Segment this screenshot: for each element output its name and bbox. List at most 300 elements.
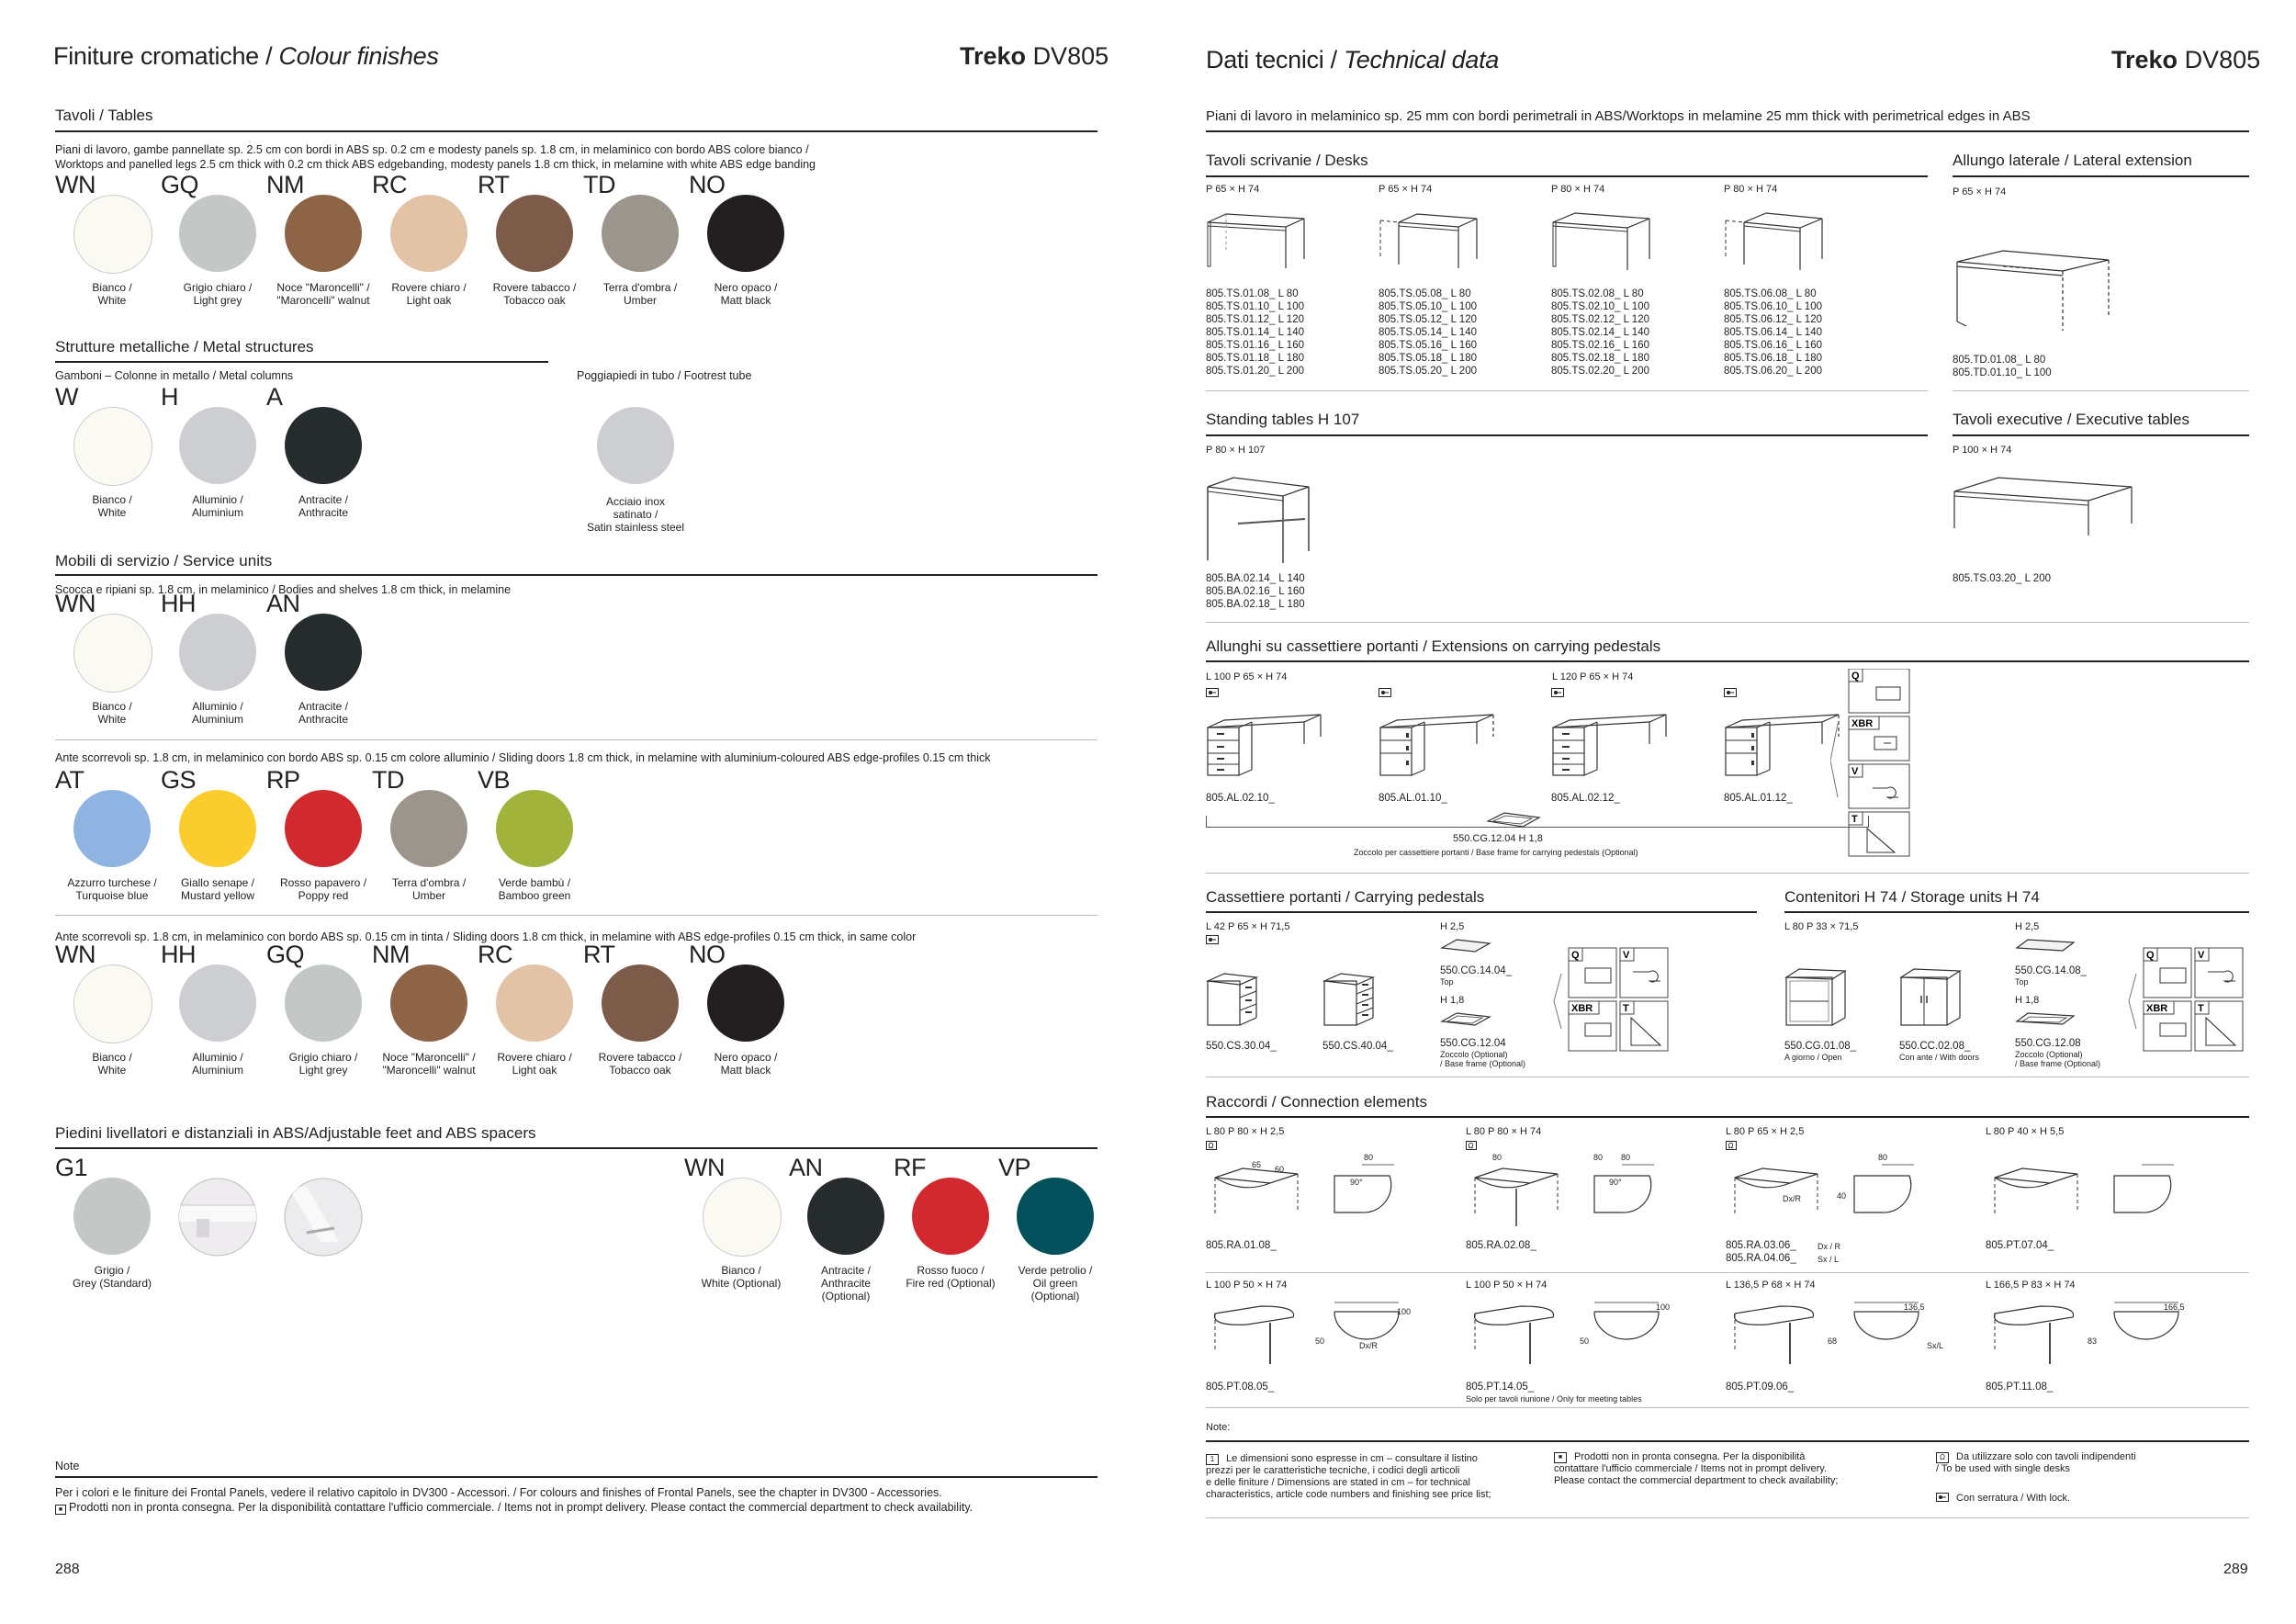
note-heading: Note xyxy=(55,1460,80,1472)
brand-code: DV805 xyxy=(2184,46,2261,73)
divider xyxy=(55,739,1097,740)
color-circle xyxy=(602,964,679,1042)
pedestal-code: 550.CS.40.04_ xyxy=(1322,1041,1393,1052)
dimension-label: 100 xyxy=(1397,1307,1412,1316)
conn-code: 805.PT.07.04_ xyxy=(1986,1240,2054,1251)
foot-photo-2 xyxy=(284,1178,363,1257)
color-circle xyxy=(73,1178,151,1255)
conn-dim: L 100 P 50 × H 74 xyxy=(1466,1280,1548,1291)
desk-code: 805.TS.05.18_ L 180 xyxy=(1379,353,1477,364)
desk-dim: P 80 × H 74 xyxy=(1724,184,1778,195)
swatch-code: AN xyxy=(789,1154,823,1181)
desk-drawing xyxy=(1724,211,1827,274)
single-desk-icon xyxy=(1466,1141,1477,1150)
metal-heading: Strutture metalliche / Metal structures xyxy=(55,338,314,355)
swatch-name xyxy=(46,1264,178,1290)
name-line: Giallo senape / xyxy=(180,876,255,889)
name-line: Umber xyxy=(623,294,657,307)
storage-code: 550.CC.02.08_ xyxy=(1899,1041,1971,1052)
swatch-name xyxy=(569,495,702,534)
conn-code: 805.RA.04.06_ xyxy=(1726,1253,1796,1264)
desk-code-list xyxy=(1379,288,1477,378)
desk-code-list xyxy=(1551,288,1649,378)
extension-code: 805.AL.02.12_ xyxy=(1551,793,1620,804)
desk-code-list xyxy=(1724,288,1822,378)
name-line: Grey (Standard) xyxy=(72,1277,152,1290)
storage-top-drawing xyxy=(2015,937,2076,955)
note-line: Da utilizzare solo con tavoli indipendenti xyxy=(1956,1451,2136,1462)
name-line: Turquoise blue xyxy=(75,889,149,902)
conn-code: 805.PT.08.05_ xyxy=(1206,1382,1275,1393)
lock-icon xyxy=(1551,688,1564,697)
name-line: Bianco / xyxy=(92,493,132,506)
swatch-code: VP xyxy=(998,1154,1031,1181)
option-label: Q xyxy=(1571,950,1580,961)
left-page-title xyxy=(53,42,439,71)
name-line: Bianco / xyxy=(92,700,132,713)
lateral-code: 805.TD.01.10_ L 100 xyxy=(1953,367,2052,378)
option-v xyxy=(1620,948,1668,998)
color-circle xyxy=(390,195,467,272)
divider xyxy=(1206,390,1928,391)
name-line: Bianco / xyxy=(92,1051,132,1064)
divider xyxy=(1206,873,2249,874)
divider xyxy=(55,574,1097,576)
name-line: Matt black xyxy=(720,1064,771,1077)
storage-options-drawing xyxy=(2127,946,2246,1058)
option-xbr xyxy=(2144,1001,2191,1051)
option-q xyxy=(1849,669,1909,713)
title-sep: / xyxy=(1323,46,1345,73)
extension-drawing xyxy=(1379,707,1498,781)
option-label: Q xyxy=(1851,671,1860,682)
conn-code: 805.RA.02.08_ xyxy=(1466,1240,1536,1251)
ext-options-drawing xyxy=(1830,669,1913,862)
name-line: "Maroncelli" walnut xyxy=(382,1064,476,1077)
peninsula-drawing xyxy=(1466,1295,1686,1369)
sliding2-desc: Ante scorrevoli sp. 1.8 cm, in melaminico con bordo ABS sp. 0.15 cm in tinta / Sliding doors 1.8 cm thick, in melamine with ABS edge-profiles 0.15 cm thick, in same color xyxy=(55,930,917,943)
color-circle xyxy=(707,195,784,272)
intro-text: Piani di lavoro in melaminico sp. 25 mm con bordi perimetrali in ABS/Worktops in melamine 25 mm thick with perimetrical edges in ABS xyxy=(1206,108,2031,124)
note-line: prezzi per le caratteristiche tecniche, i codici degli articoli xyxy=(1206,1465,1460,1476)
storage-note: A giorno / Open xyxy=(1784,1053,1842,1062)
storage-doors-drawing xyxy=(1899,966,1964,1027)
name-line: Rovere chiaro / xyxy=(497,1051,572,1064)
name-line: Poppy red xyxy=(298,889,349,902)
desk-code: 805.TS.02.18_ L 180 xyxy=(1551,353,1649,364)
name-line: Alluminio / xyxy=(192,1051,243,1064)
top-code: 550.CG.14.04_ xyxy=(1440,965,1513,976)
name-line: Aluminium xyxy=(191,713,243,726)
pedestals-heading: Cassettiere portanti / Carrying pedestals xyxy=(1206,888,1485,906)
peninsula-drawing xyxy=(1206,1295,1426,1369)
name-line: Anthracite xyxy=(298,506,349,519)
desk-code: 805.TS.01.12_ L 120 xyxy=(1206,314,1304,325)
standing-table-drawing xyxy=(1206,473,1316,565)
lock-icon xyxy=(1206,935,1219,944)
desk-code: 805.TS.02.10_ L 100 xyxy=(1551,301,1649,312)
executive-heading: Tavoli executive / Executive tables xyxy=(1953,411,2189,428)
executive-dim: P 100 × H 74 xyxy=(1953,445,2012,456)
swatch-code: NO xyxy=(689,941,726,968)
color-circle xyxy=(707,964,784,1042)
desk-dim: P 65 × H 74 xyxy=(1206,184,1260,195)
desk-code: 805.TS.01.20_ L 200 xyxy=(1206,366,1304,377)
swatch-code: RT xyxy=(583,941,615,968)
note-heading: Note: xyxy=(1206,1422,1231,1433)
color-circle xyxy=(703,1178,782,1257)
name-line: Satin stainless steel xyxy=(586,521,685,534)
name-line: Nero opaco / xyxy=(714,281,778,294)
title-sep: / xyxy=(258,42,279,70)
page-number-right: 289 xyxy=(2223,1562,2248,1577)
brand-name: Treko xyxy=(960,42,1027,70)
executive-table-drawing xyxy=(1953,473,2136,537)
option-label: V xyxy=(1851,766,1859,777)
divider xyxy=(55,130,1097,132)
desk-code: 805.TS.06.10_ L 100 xyxy=(1724,301,1822,312)
dimension-label: 80 xyxy=(1621,1153,1631,1162)
pedestal-4-drawers xyxy=(1322,972,1378,1027)
ext-base-code: 550.CG.12.04 H 1,8 xyxy=(1453,833,1543,844)
divider xyxy=(1784,911,2249,913)
name-line: Rovere tabacco / xyxy=(598,1051,682,1064)
pedestal-top-drawing xyxy=(1440,937,1491,955)
dimension-label: 80 xyxy=(1878,1153,1888,1162)
color-circle xyxy=(179,195,256,272)
name-line: Anthracite xyxy=(820,1277,872,1290)
name-line: Anthracite xyxy=(298,713,349,726)
conn-heading: Raccordi / Connection elements xyxy=(1206,1093,1427,1111)
swatch-name xyxy=(257,700,389,726)
name-line: Light oak xyxy=(512,1064,557,1077)
desk-code: 805.TS.06.08_ L 80 xyxy=(1724,288,1817,299)
option-t xyxy=(1849,812,1909,856)
swatch-code: TD xyxy=(583,171,615,198)
desk-code: 805.TS.06.18_ L 180 xyxy=(1724,353,1822,364)
dimension-label: 90° xyxy=(1350,1178,1363,1187)
swatch-code: GQ xyxy=(161,171,199,198)
divider xyxy=(55,1476,1097,1478)
dimension-label: 50 xyxy=(1580,1336,1590,1346)
lateral-codes xyxy=(1953,354,2052,379)
color-circle xyxy=(807,1178,884,1255)
name-line: Antracite / xyxy=(820,1264,872,1277)
pedestal-options-drawing xyxy=(1552,946,1671,1058)
swatch-code: WN xyxy=(55,590,96,617)
divider xyxy=(1206,911,1757,913)
option-label: V xyxy=(2198,950,2205,961)
color-circle xyxy=(1017,1178,1094,1255)
conn-code: 805.PT.11.08_ xyxy=(1986,1382,2054,1393)
color-circle xyxy=(602,195,679,272)
executive-codes xyxy=(1953,572,2051,585)
executive-code: 805.TS.03.20_ L 200 xyxy=(1953,573,2051,584)
name-line: Verde bambù / xyxy=(498,876,571,889)
note-line: Le dimensioni sono espresse in cm – consultare il listino xyxy=(1226,1453,1478,1464)
color-circle xyxy=(73,407,152,486)
color-circle xyxy=(912,1178,989,1255)
color-circle xyxy=(597,407,674,484)
tables-heading: Tavoli / Tables xyxy=(55,107,153,124)
desk-code-list xyxy=(1206,288,1304,378)
pedestal-base-drawing xyxy=(1440,1010,1491,1029)
connection-drawing xyxy=(1466,1157,1686,1231)
desk-drawing xyxy=(1379,211,1481,274)
desk-code: 805.TS.01.14_ L 140 xyxy=(1206,327,1304,338)
name-line: Bamboo green xyxy=(498,889,571,902)
right-page-title xyxy=(1206,46,1499,74)
desk-code: 805.TS.01.18_ L 180 xyxy=(1206,353,1304,364)
svg-text:Ω: Ω xyxy=(1208,1142,1214,1150)
conn-code-block xyxy=(1726,1239,1796,1265)
brand-name: Treko xyxy=(2111,46,2178,73)
name-line: Azzurro turchese / xyxy=(67,876,157,889)
lock-icon xyxy=(1379,688,1391,697)
swatch-code: NO xyxy=(689,171,726,198)
desk-drawing xyxy=(1551,211,1654,274)
name-line: Nero opaco / xyxy=(714,1051,778,1064)
base-note: Zoccolo (Optional) xyxy=(2015,1050,2083,1059)
swatch-code: RF xyxy=(894,1154,926,1181)
divider xyxy=(1206,1272,2249,1273)
single-desk-icon xyxy=(1206,1141,1217,1150)
sliding1-desc: Ante scorrevoli sp. 1.8 cm, in melaminico con bordo ABS sp. 0.15 cm colore alluminio / Sliding doors 1.8 cm thick, in melamine with aluminium-coloured ABS edge-profiles 0.15 cm thick xyxy=(55,751,991,764)
color-circle xyxy=(285,964,362,1042)
feet-heading: Piedini livellatori e distanziali in ABS/Adjustable feet and ABS spacers xyxy=(55,1124,536,1142)
storage-heading: Contenitori H 74 / Storage units H 74 xyxy=(1784,888,2040,906)
name-line: Light grey xyxy=(298,1064,348,1077)
name-line: Matt black xyxy=(720,294,771,307)
name-line: Tobacco oak xyxy=(503,294,566,307)
extension-drawing xyxy=(1206,707,1325,781)
desk-drawing xyxy=(1206,211,1309,274)
extension-drawing xyxy=(1551,707,1671,781)
conn-dim: L 136,5 P 68 × H 74 xyxy=(1726,1280,1816,1291)
option-label: T xyxy=(2198,1003,2204,1014)
desk-code: 805.TS.05.08_ L 80 xyxy=(1379,288,1471,299)
lateral-heading: Allungo laterale / Lateral extension xyxy=(1953,152,2192,169)
divider xyxy=(55,915,1097,916)
not-in-stock-icon: ■ xyxy=(55,1505,66,1515)
ext-base-note: Zoccolo per cassettiere portanti / Base frame for carrying pedestals (Optional) xyxy=(1354,848,1638,857)
desk-code: 805.TS.02.08_ L 80 xyxy=(1551,288,1644,299)
color-circle xyxy=(390,964,467,1042)
lateral-extension-drawing xyxy=(1953,243,2118,335)
swatch-code: WN xyxy=(55,171,96,198)
name-line: Rosso papavero / xyxy=(279,876,367,889)
dimension-label: 80 xyxy=(1492,1153,1503,1162)
dimension-label: 60 xyxy=(1275,1165,1285,1174)
lock-icon xyxy=(1206,688,1219,697)
name-line: Alluminio / xyxy=(192,700,243,713)
color-circle xyxy=(285,614,362,691)
connection-drawing xyxy=(1726,1157,1946,1231)
connection-drawing xyxy=(1206,1157,1426,1231)
name-line: Oil green xyxy=(1032,1277,1078,1290)
divider xyxy=(1953,175,2249,177)
color-circle xyxy=(285,407,362,484)
lateral-code: 805.TD.01.08_ L 80 xyxy=(1953,355,2046,366)
swatch-name xyxy=(468,876,601,902)
name-line: Fire red (Optional) xyxy=(906,1277,996,1290)
storage-open-drawing xyxy=(1784,966,1849,1027)
divider xyxy=(1206,1407,2249,1408)
color-circle xyxy=(73,195,152,274)
name-line: Aluminium xyxy=(191,1064,243,1077)
divider xyxy=(1953,434,2249,436)
desk-code: 805.TS.06.12_ L 120 xyxy=(1724,314,1822,325)
swatch-code: HH xyxy=(161,590,196,617)
pedestal-3-drawers xyxy=(1206,972,1261,1027)
name-line: Rosso fuoco / xyxy=(917,1264,985,1277)
conn-sub: Dx / R xyxy=(1818,1242,1841,1251)
name-line: White (Optional) xyxy=(701,1277,782,1290)
conn-dim: L 166,5 P 83 × H 74 xyxy=(1986,1280,2076,1291)
desk-code: 805.TS.05.12_ L 120 xyxy=(1379,314,1477,325)
swatch-code: TD xyxy=(372,766,404,794)
desk-code: 805.TS.02.14_ L 140 xyxy=(1551,327,1649,338)
ext-bracket xyxy=(1206,816,1869,828)
swatch-code: A xyxy=(266,383,283,411)
name-line: Antracite / xyxy=(298,493,349,506)
dimension-label: 166,5 xyxy=(2164,1303,2185,1312)
option-label: T xyxy=(1623,1003,1629,1014)
note-text: Prodotti non in pronta consegna. Per la disponibilità contattare l'ufficio commerciale. / Items not in prompt delivery. Please contact the commercial department to check availability. xyxy=(69,1501,974,1514)
name-line: "Maroncelli" walnut xyxy=(276,294,370,307)
name-line: Tobacco oak xyxy=(609,1064,671,1077)
desk-dim: P 80 × H 74 xyxy=(1551,184,1605,195)
tables-desc-it: Piani di lavoro, gambe pannellate sp. 2.5 cm con bordi in ABS sp. 0.2 cm e modesty panels sp. 1.8 cm, in melaminico con bordo ABS colore bianco / xyxy=(55,143,809,156)
option-label: XBR xyxy=(1851,718,1874,729)
conn-dim: L 80 P 80 × H 2,5 xyxy=(1206,1126,1285,1137)
desk-code: 805.TS.01.16_ L 160 xyxy=(1206,340,1304,351)
extension-code: 805.AL.01.10_ xyxy=(1379,793,1447,804)
dimension-label: 40 xyxy=(1837,1191,1847,1201)
brand-code: DV805 xyxy=(1032,42,1109,70)
base-code: 550.CG.12.08 xyxy=(2015,1038,2081,1049)
desk-code: 805.TS.02.16_ L 160 xyxy=(1551,340,1649,351)
right-brand xyxy=(2111,46,2260,74)
note-1-text xyxy=(1226,1453,1478,1465)
dimension-label: 65 xyxy=(1252,1160,1262,1169)
service-heading: Mobili di servizio / Service units xyxy=(55,552,273,570)
note-line: Con serratura / With lock. xyxy=(1956,1493,2071,1504)
base-note: / Base frame (Optional) xyxy=(1440,1059,1526,1068)
dimension-label: 80 xyxy=(1364,1153,1374,1162)
pedestal-code: 550.CS.30.04_ xyxy=(1206,1041,1277,1052)
desks-heading: Tavoli scrivanie / Desks xyxy=(1206,152,1368,169)
footrest-label: Poggiapiedi in tubo / Footrest tube xyxy=(577,369,752,382)
standing-heading: Standing tables H 107 xyxy=(1206,411,1360,428)
svg-text:Ω: Ω xyxy=(1468,1142,1474,1150)
standing-code: 805.BA.02.14_ L 140 xyxy=(1206,573,1305,584)
option-q xyxy=(1569,948,1616,998)
note-line: e delle finiture / Dimensions are stated in cm – for technical xyxy=(1206,1477,1470,1488)
swatch-code: W xyxy=(55,383,78,411)
divider xyxy=(55,361,548,363)
page-number-left: 288 xyxy=(55,1562,80,1577)
dimension-label: Dx/R xyxy=(1783,1194,1801,1203)
standing-dim: P 80 × H 107 xyxy=(1206,445,1266,456)
option-t xyxy=(2195,1001,2243,1051)
swatch-code: AT xyxy=(55,766,84,794)
note-1-cont xyxy=(1206,1465,1491,1501)
color-circle xyxy=(73,614,152,693)
color-circle xyxy=(496,195,573,272)
base-height: H 1,8 xyxy=(1440,995,1465,1006)
ext-heading: Allunghi su cassettiere portanti / Extensions on carrying pedestals xyxy=(1206,637,1661,655)
swatch-name xyxy=(680,281,812,307)
option-label: V xyxy=(1623,950,1630,961)
name-line: White xyxy=(97,713,127,726)
title-it: Dati tecnici xyxy=(1206,46,1324,73)
service-desc: Scocca e ripiani sp. 1.8 cm, in melaminico / Bodies and shelves 1.8 cm thick, in melamine xyxy=(55,583,512,596)
name-line: Light oak xyxy=(406,294,452,307)
name-line: Grigio chiaro / xyxy=(183,281,253,294)
note-line: characteristics, article code numbers and finishing see price list; xyxy=(1206,1489,1491,1500)
name-line: (Optional) xyxy=(821,1290,871,1303)
swatch-code: RP xyxy=(266,766,300,794)
name-line: Noce "Maroncelli" / xyxy=(382,1051,476,1064)
single-desk-icon: Ω xyxy=(1936,1452,1949,1463)
name-line: Rovere chiaro / xyxy=(391,281,467,294)
name-line: Terra d'ombra / xyxy=(391,876,467,889)
note-line: Per i colori e le finiture dei Frontal Panels, vedere il relativo capitolo in DV300 - Accessori. / For colours and finishes of Frontal Panels, see the chapter in DV300 - Accessories. xyxy=(55,1486,942,1499)
conn-code: 805.RA.01.08_ xyxy=(1206,1240,1277,1251)
name-line: White xyxy=(97,294,127,307)
dimension-label: 68 xyxy=(1828,1336,1838,1346)
pedestals-dim: L 42 P 65 × H 71,5 xyxy=(1206,921,1290,932)
desk-dim: P 65 × H 74 xyxy=(1379,184,1433,195)
note-line: Please contact the commercial department to check availability; xyxy=(1554,1475,1839,1486)
swatch-name xyxy=(257,493,389,519)
name-line: Bianco / xyxy=(721,1264,761,1277)
svg-text:Ω: Ω xyxy=(1728,1142,1734,1150)
foot-photo-1 xyxy=(178,1178,257,1257)
name-line: (Optional) xyxy=(1030,1290,1080,1303)
desk-code: 805.TS.06.14_ L 140 xyxy=(1724,327,1822,338)
connection-drawing xyxy=(1986,1157,2206,1231)
left-brand xyxy=(960,42,1109,71)
title-it: Finiture cromatiche xyxy=(53,42,259,70)
swatch-code: GS xyxy=(161,766,197,794)
desk-code: 805.TS.05.10_ L 100 xyxy=(1379,301,1477,312)
swatch-code: RT xyxy=(478,171,510,198)
lock-icon xyxy=(1724,688,1737,697)
name-line: Umber xyxy=(411,889,445,902)
swatch-code: WN xyxy=(684,1154,725,1181)
top-note: Top xyxy=(2015,977,2029,987)
storage-note: Con ante / With doors xyxy=(1899,1053,1980,1062)
conn-sub: Sx / L xyxy=(1818,1255,1840,1264)
note-line-2 xyxy=(55,1501,973,1515)
desk-code: 805.TS.02.20_ L 200 xyxy=(1551,366,1649,377)
name-line: Bianco / xyxy=(92,281,132,294)
desk-code: 805.TS.06.16_ L 160 xyxy=(1724,340,1822,351)
divider xyxy=(1206,622,2249,623)
color-circle xyxy=(390,790,467,867)
color-circle xyxy=(179,790,256,867)
name-line: Grigio chiaro / xyxy=(288,1051,358,1064)
desk-code: 805.TS.06.20_ L 200 xyxy=(1724,366,1822,377)
swatch-name xyxy=(989,1264,1121,1303)
conn-code-block xyxy=(1206,1239,1277,1252)
storage-dim: L 80 P 33 × 71,5 xyxy=(1784,921,1859,932)
color-circle xyxy=(179,407,256,484)
dimension-label: 136,5 xyxy=(1904,1303,1925,1312)
top-code: 550.CG.14.08_ xyxy=(2015,965,2088,976)
